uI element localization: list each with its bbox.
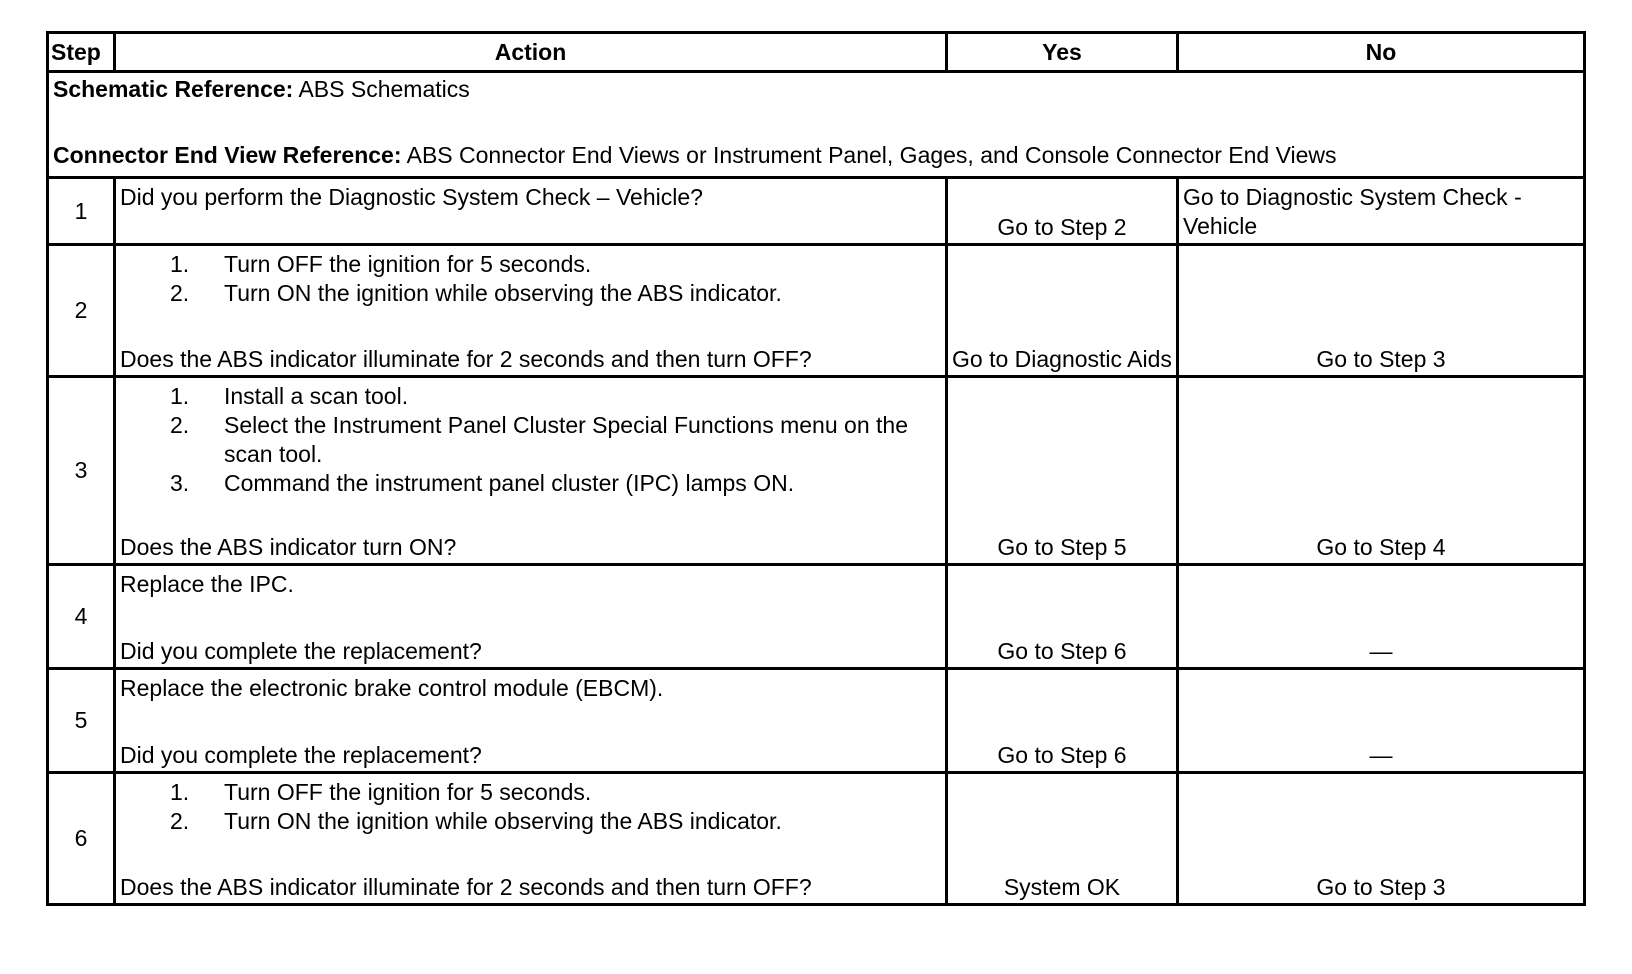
list-item: 1. Turn OFF the ignition for 5 seconds. (170, 779, 592, 805)
header-action: Action (115, 33, 947, 72)
connector-reference-value: ABS Connector End Views or Instrument Panel, Gages, and Console Connector End Views (401, 142, 1337, 168)
question-text: Does the ABS indicator illuminate for 2 seconds and then turn OFF? (120, 346, 812, 372)
yes-cell: Go to Diagnostic Aids (947, 245, 1178, 377)
list-item: 1. Install a scan tool. (170, 383, 409, 409)
diagnostic-table-wrapper (46, 31, 1583, 906)
question-text: Does the ABS indicator illuminate for 2 seconds and then turn OFF? (120, 874, 812, 900)
table-row-step-1 (48, 178, 1585, 245)
action-cell (115, 773, 947, 905)
step-number: 3 (48, 377, 115, 565)
no-cell: Go to Step 3 (1178, 773, 1585, 905)
no-cell: Go to Step 4 (1178, 377, 1585, 565)
question-text: Did you complete the replacement? (120, 742, 482, 768)
action-cell (115, 565, 947, 669)
connector-reference (53, 141, 1579, 170)
reference-cell (48, 72, 1585, 178)
list-item: 2. Select the Instrument Panel Cluster Special Functions menu on the scan tool. (170, 412, 908, 467)
schematic-reference-value: ABS Schematics (293, 76, 470, 102)
substep-list (120, 778, 941, 836)
table-row-step-3 (48, 377, 1585, 565)
header-step: Step (48, 33, 115, 72)
action-cell (115, 178, 947, 245)
step-number: 5 (48, 669, 115, 773)
header-no: No (1178, 33, 1585, 72)
action-cell (115, 669, 947, 773)
list-item: 2. Turn ON the ignition while observing the ABS indicator. (170, 808, 782, 834)
no-cell: Go to Diagnostic System Check - Vehicle (1178, 178, 1585, 245)
question-text: Did you perform the Diagnostic System Check – Vehicle? (120, 184, 703, 210)
yes-cell: Go to Step 5 (947, 377, 1178, 565)
schematic-reference (53, 75, 1579, 104)
header-row (48, 33, 1585, 72)
substep-list (120, 250, 941, 308)
schematic-reference-label: Schematic Reference: (53, 76, 294, 102)
question-text: Does the ABS indicator turn ON? (120, 534, 457, 560)
yes-cell: Go to Step 6 (947, 565, 1178, 669)
yes-cell: Go to Step 6 (947, 669, 1178, 773)
yes-cell: Go to Step 2 (947, 178, 1178, 245)
step-number: 1 (48, 178, 115, 245)
table-row-step-2 (48, 245, 1585, 377)
header-yes: Yes (947, 33, 1178, 72)
list-item: 2. Turn ON the ignition while observing the ABS indicator. (170, 280, 782, 306)
substep-list (120, 382, 941, 498)
step-number: 4 (48, 565, 115, 669)
question-text: Did you complete the replacement? (120, 638, 482, 664)
no-cell: — (1178, 669, 1585, 773)
list-item: 3. Command the instrument panel cluster (IPC) lamps ON. (170, 470, 795, 496)
table-row-step-5 (48, 669, 1585, 773)
table-row-step-6 (48, 773, 1585, 905)
action-cell (115, 377, 947, 565)
list-item: 1. Turn OFF the ignition for 5 seconds. (170, 251, 592, 277)
diagnostic-table (46, 31, 1586, 906)
step-number: 2 (48, 245, 115, 377)
instruction-text: Replace the IPC. (120, 571, 294, 597)
connector-reference-label: Connector End View Reference: (53, 142, 402, 168)
no-cell: — (1178, 565, 1585, 669)
step-number: 6 (48, 773, 115, 905)
yes-cell: System OK (947, 773, 1178, 905)
reference-row (48, 72, 1585, 178)
instruction-text: Replace the electronic brake control module (EBCM). (120, 675, 664, 701)
table-row-step-4 (48, 565, 1585, 669)
no-cell: Go to Step 3 (1178, 245, 1585, 377)
action-cell (115, 245, 947, 377)
